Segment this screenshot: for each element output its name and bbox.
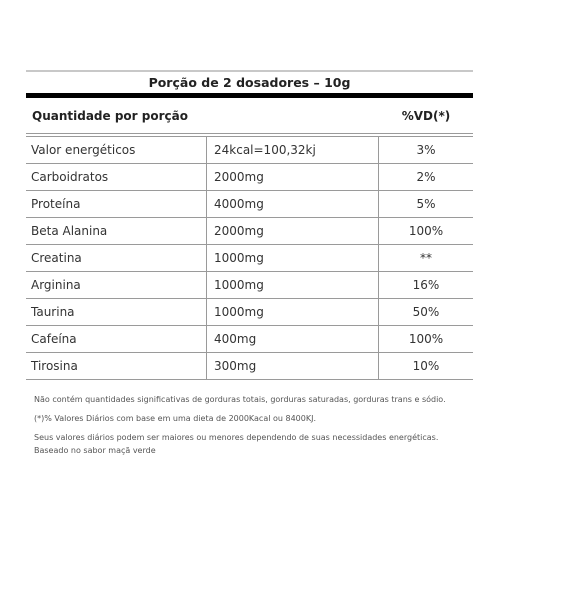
serving-size-title: Porção de 2 dosadores – 10g	[148, 75, 351, 90]
nutrition-table	[26, 137, 473, 380]
table-row	[26, 353, 473, 380]
table-header	[26, 98, 473, 134]
table-row	[26, 164, 473, 191]
table-row	[26, 218, 473, 245]
nutrient-amount: 24kcal=100,32kj	[207, 137, 379, 164]
nutrient-daily-value: **	[379, 245, 474, 272]
nutrient-name: Taurina	[26, 299, 207, 326]
nutrient-amount: 1000mg	[207, 272, 379, 299]
nutrient-amount: 2000mg	[207, 164, 379, 191]
nutrient-name: Cafeína	[26, 326, 207, 353]
nutrient-daily-value: 50%	[379, 299, 474, 326]
footnote-energy-needs: Seus valores diários podem ser maiores ou menores dependendo de suas necessidades energéticas.	[34, 433, 439, 442]
nutrient-name: Arginina	[26, 272, 207, 299]
nutrient-amount: 2000mg	[207, 218, 379, 245]
footnotes	[34, 393, 534, 457]
nutrient-name: Creatina	[26, 245, 207, 272]
table-row	[26, 272, 473, 299]
nutrient-name: Carboidratos	[26, 164, 207, 191]
nutrient-daily-value: 100%	[379, 326, 474, 353]
nutrient-daily-value: 10%	[379, 353, 474, 380]
nutrient-amount: 400mg	[207, 326, 379, 353]
nutrient-name: Tirosina	[26, 353, 207, 380]
footnote-not-significant: Não contém quantidades significativas de gorduras totais, gorduras saturadas, gorduras trans e sódio.	[34, 395, 446, 404]
footnote-flavor: Baseado no sabor maçã verde	[34, 446, 156, 455]
nutrient-daily-value: 3%	[379, 137, 474, 164]
nutrient-amount: 4000mg	[207, 191, 379, 218]
nutrient-daily-value: 5%	[379, 191, 474, 218]
nutrient-amount: 300mg	[207, 353, 379, 380]
footnote-daily-values: (*)% Valores Diários com base em uma dieta de 2000Kacal ou 8400KJ.	[34, 414, 317, 423]
table-row	[26, 191, 473, 218]
nutrient-name: Valor energéticos	[26, 137, 207, 164]
table-row	[26, 326, 473, 353]
nutrient-name: Proteína	[26, 191, 207, 218]
table-row	[26, 137, 473, 164]
nutrient-daily-value: 100%	[379, 218, 474, 245]
nutrient-amount: 1000mg	[207, 299, 379, 326]
nutrition-facts-panel	[26, 70, 473, 380]
nutrient-daily-value: 2%	[379, 164, 474, 191]
table-row	[26, 299, 473, 326]
table-row	[26, 245, 473, 272]
quantity-per-serving-label: Quantidade por porção	[32, 108, 188, 123]
nutrient-daily-value: 16%	[379, 272, 474, 299]
nutrient-amount: 1000mg	[207, 245, 379, 272]
nutrient-name: Beta Alanina	[26, 218, 207, 245]
daily-value-label: %VD(*)	[401, 108, 451, 123]
